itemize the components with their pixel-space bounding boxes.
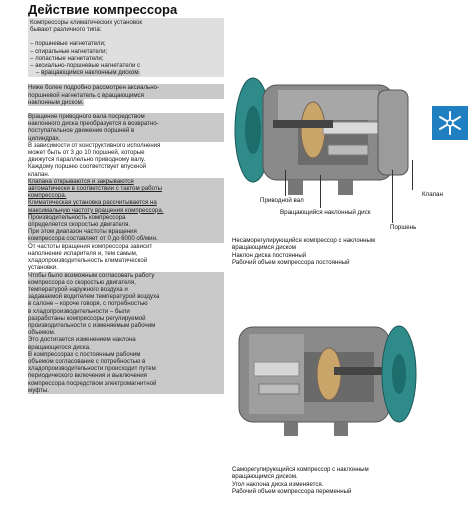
text-line: Это достигается изменением наклона xyxy=(28,336,224,343)
intro-line: бывают различного типа: xyxy=(30,26,102,34)
caption-line: вращающимся диском xyxy=(232,244,296,252)
caption-line: вращающимся диском. xyxy=(232,473,298,481)
text-line: В компрессорах с постоянным рабочим xyxy=(28,351,224,358)
compressor-diagram-1 xyxy=(228,60,428,220)
leader-line xyxy=(412,160,413,190)
text-line: может быть от 3 до 10 поршней, которые xyxy=(28,149,145,157)
text-line: Клапана открываются и закрываются xyxy=(28,178,224,185)
swash-plate-label: Вращающийся наклонный диск xyxy=(280,209,371,216)
caption-line: Несаморегулирующийся компрессор с наклонным xyxy=(232,237,376,244)
text-line: хладопроизводительность климатической xyxy=(28,257,148,265)
text-line: периодического включения и выключения xyxy=(28,372,224,379)
para1 xyxy=(28,84,224,106)
piston-label: Поршень xyxy=(390,224,417,231)
list-item: – лопастные нагнетатели; xyxy=(30,55,222,62)
text-line: температурой наружного воздуха и xyxy=(28,286,224,293)
text-line: объемом согласование с потребностью в xyxy=(28,358,224,365)
text-line: автоматически в соответствии с тактом работы xyxy=(28,185,224,192)
caption-line: Рабочий объем компрессора постоянный xyxy=(232,258,350,266)
snowflake-icon xyxy=(432,106,468,140)
text-line: Каждому поршню соответствует впускной xyxy=(28,163,147,171)
text-line: поршневой нагнетатель с вращающимся xyxy=(28,92,224,99)
compressor-types-list xyxy=(30,40,222,76)
para2 xyxy=(28,113,224,394)
caption-line: Угол наклона диска изменяется. xyxy=(232,480,324,488)
list-item: – поршневые нагнетатели; xyxy=(30,40,222,47)
text-line: компрессора посредством электромагнитной xyxy=(28,380,224,387)
compressor-diagram-2 xyxy=(234,312,424,442)
leader-line xyxy=(320,175,321,208)
leader-line xyxy=(285,170,286,196)
diagram1-caption xyxy=(232,237,432,266)
text-line: движутся параллельно приводному валу. xyxy=(28,156,146,164)
text-line: наклонного диска преобразуется в возвратно- xyxy=(28,120,224,127)
intro-block xyxy=(28,18,224,77)
text-line: компрессора со скоростью двигателя, xyxy=(28,279,224,286)
text-line: в хладопроизводительности – были xyxy=(28,308,224,315)
text-line: наполнение испарителя и, тем самым, xyxy=(28,249,138,257)
text-line: разработаны компрессоры регулируемой xyxy=(28,315,224,322)
text-line: хладопроизводительности происходит путем xyxy=(28,365,224,372)
text-line: муфты. xyxy=(28,387,224,394)
list-item: – спиральные нагнетатели; xyxy=(30,48,222,55)
text-line: Ниже более подробно рассмотрен аксиально- xyxy=(28,84,224,91)
text-line: объемом. xyxy=(28,329,224,336)
text-line: наклонным диском. xyxy=(28,98,84,106)
text-line: От частоты вращения компрессора зависит xyxy=(28,242,153,250)
text-line: В зависимости от конструктивного исполнения xyxy=(28,141,161,149)
text-line: максимальную частоту вращения компрессора. xyxy=(28,207,224,214)
text-line: установки. xyxy=(28,264,58,272)
text-line: компрессора. xyxy=(28,192,224,199)
text-line: клапан. xyxy=(28,170,50,178)
list-item: – аксиально-поршневые нагнетатели с xyxy=(30,62,222,69)
text-line: задаваемой водителем температурой воздуха xyxy=(28,293,224,300)
text-line: Климатическая установка рассчитывается на xyxy=(28,199,224,206)
text-line: производительности с изменяемым рабочим xyxy=(28,322,224,329)
caption-line: Наклон диска постоянный xyxy=(232,251,307,259)
text-line: поступательное движение поршней в xyxy=(28,127,224,134)
text-column xyxy=(28,18,224,394)
text-line: вращающегося диска. xyxy=(28,344,224,351)
drive-shaft-label: Приводной вал xyxy=(260,197,304,204)
text-line: Чтобы было возможным согласовать работу xyxy=(28,272,224,279)
intro-line: Компрессоры климатических установок xyxy=(30,19,143,26)
diagram2-caption xyxy=(232,466,432,495)
list-item: – вращающимся наклонным диском. xyxy=(30,69,222,76)
text-line: компрессора составляет от 0 до 6000 об/мин. xyxy=(28,235,224,242)
text-line: определяется скоростью двигателя. xyxy=(28,221,224,228)
page-title: Действие компрессора xyxy=(28,2,178,17)
text-line: Производительность компрессора xyxy=(28,214,224,221)
text-line: в салоне – короче говоря, с потребностью xyxy=(28,300,224,307)
valve-label: Клапан xyxy=(422,191,443,198)
leader-line xyxy=(392,170,393,223)
caption-line: Рабочий объем компрессора переменный xyxy=(232,487,352,495)
text-line: При этом диапазон частоты вращения xyxy=(28,228,224,235)
text-line: Вращение приводного вала посредством xyxy=(28,113,224,120)
caption-line: Саморегулирующийся компрессор с наклонным xyxy=(232,466,369,473)
text-line: цилиндрах. xyxy=(28,135,224,142)
